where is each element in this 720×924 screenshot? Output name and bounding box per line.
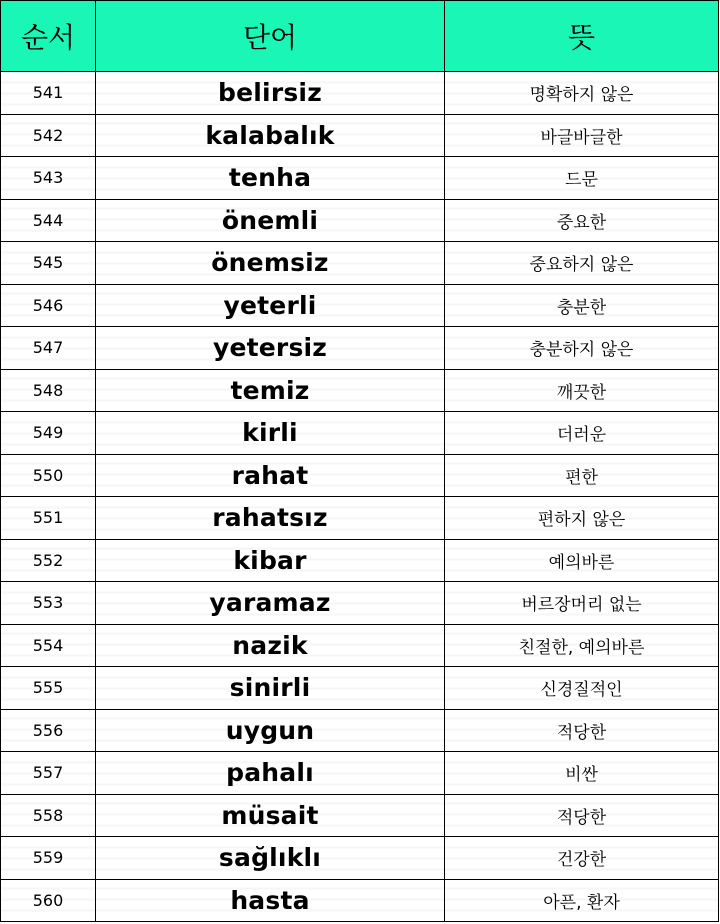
row-word: müsait [96, 794, 445, 837]
row-meaning: 예의바른 [445, 539, 719, 582]
row-meaning: 편하지 않은 [445, 497, 719, 540]
row-number: 554 [1, 624, 96, 667]
row-number: 550 [1, 454, 96, 497]
row-meaning: 깨끗한 [445, 369, 719, 412]
table-row [1, 412, 719, 455]
row-number: 551 [1, 497, 96, 540]
row-word: hasta [96, 879, 445, 922]
row-meaning: 신경질적인 [445, 667, 719, 710]
table-row [1, 497, 719, 540]
row-number: 555 [1, 667, 96, 710]
table-row [1, 879, 719, 922]
row-word: belirsiz [96, 72, 445, 115]
table-row [1, 114, 719, 157]
row-meaning: 버르장머리 없는 [445, 582, 719, 625]
row-number: 544 [1, 199, 96, 242]
row-meaning: 충분하지 않은 [445, 327, 719, 370]
row-number: 548 [1, 369, 96, 412]
row-number: 553 [1, 582, 96, 625]
table-row [1, 327, 719, 370]
row-word: rahat [96, 454, 445, 497]
row-meaning: 아픈, 환자 [445, 879, 719, 922]
row-word: yetersiz [96, 327, 445, 370]
row-number: 549 [1, 412, 96, 455]
table-row [1, 752, 719, 795]
row-number: 546 [1, 284, 96, 327]
row-word: kalabalık [96, 114, 445, 157]
table-row [1, 157, 719, 200]
row-meaning: 편한 [445, 454, 719, 497]
row-word: pahalı [96, 752, 445, 795]
table-row [1, 242, 719, 285]
row-word: temiz [96, 369, 445, 412]
header-meaning: 뜻 [445, 1, 719, 72]
row-meaning: 명확하지 않은 [445, 72, 719, 115]
table-row [1, 539, 719, 582]
row-word: sağlıklı [96, 837, 445, 880]
table-row [1, 369, 719, 412]
header-row [1, 1, 719, 72]
table-row [1, 667, 719, 710]
table-header [1, 1, 719, 72]
table-row [1, 284, 719, 327]
row-meaning: 중요하지 않은 [445, 242, 719, 285]
table-row [1, 624, 719, 667]
row-word: kibar [96, 539, 445, 582]
table-row [1, 199, 719, 242]
table-row [1, 794, 719, 837]
header-number: 순서 [1, 1, 96, 72]
table-row [1, 454, 719, 497]
row-meaning: 드문 [445, 157, 719, 200]
table-row [1, 582, 719, 625]
row-meaning: 적당한 [445, 709, 719, 752]
row-number: 543 [1, 157, 96, 200]
table-body [1, 72, 719, 922]
row-number: 542 [1, 114, 96, 157]
row-word: uygun [96, 709, 445, 752]
row-word: kirli [96, 412, 445, 455]
row-meaning: 바글바글한 [445, 114, 719, 157]
table-row [1, 709, 719, 752]
row-word: önemli [96, 199, 445, 242]
row-number: 545 [1, 242, 96, 285]
row-word: tenha [96, 157, 445, 200]
row-meaning: 더러운 [445, 412, 719, 455]
row-meaning: 건강한 [445, 837, 719, 880]
row-number: 552 [1, 539, 96, 582]
row-word: yeterli [96, 284, 445, 327]
row-number: 547 [1, 327, 96, 370]
row-number: 541 [1, 72, 96, 115]
row-meaning: 적당한 [445, 794, 719, 837]
table-row [1, 837, 719, 880]
row-number: 558 [1, 794, 96, 837]
row-word: nazik [96, 624, 445, 667]
row-number: 559 [1, 837, 96, 880]
row-meaning: 친절한, 예의바른 [445, 624, 719, 667]
row-meaning: 중요한 [445, 199, 719, 242]
row-word: sinirli [96, 667, 445, 710]
table-row [1, 72, 719, 115]
header-word: 단어 [96, 1, 445, 72]
row-meaning: 비싼 [445, 752, 719, 795]
row-number: 560 [1, 879, 96, 922]
row-word: yaramaz [96, 582, 445, 625]
row-number: 557 [1, 752, 96, 795]
row-word: rahatsız [96, 497, 445, 540]
row-number: 556 [1, 709, 96, 752]
row-meaning: 충분한 [445, 284, 719, 327]
row-word: önemsiz [96, 242, 445, 285]
